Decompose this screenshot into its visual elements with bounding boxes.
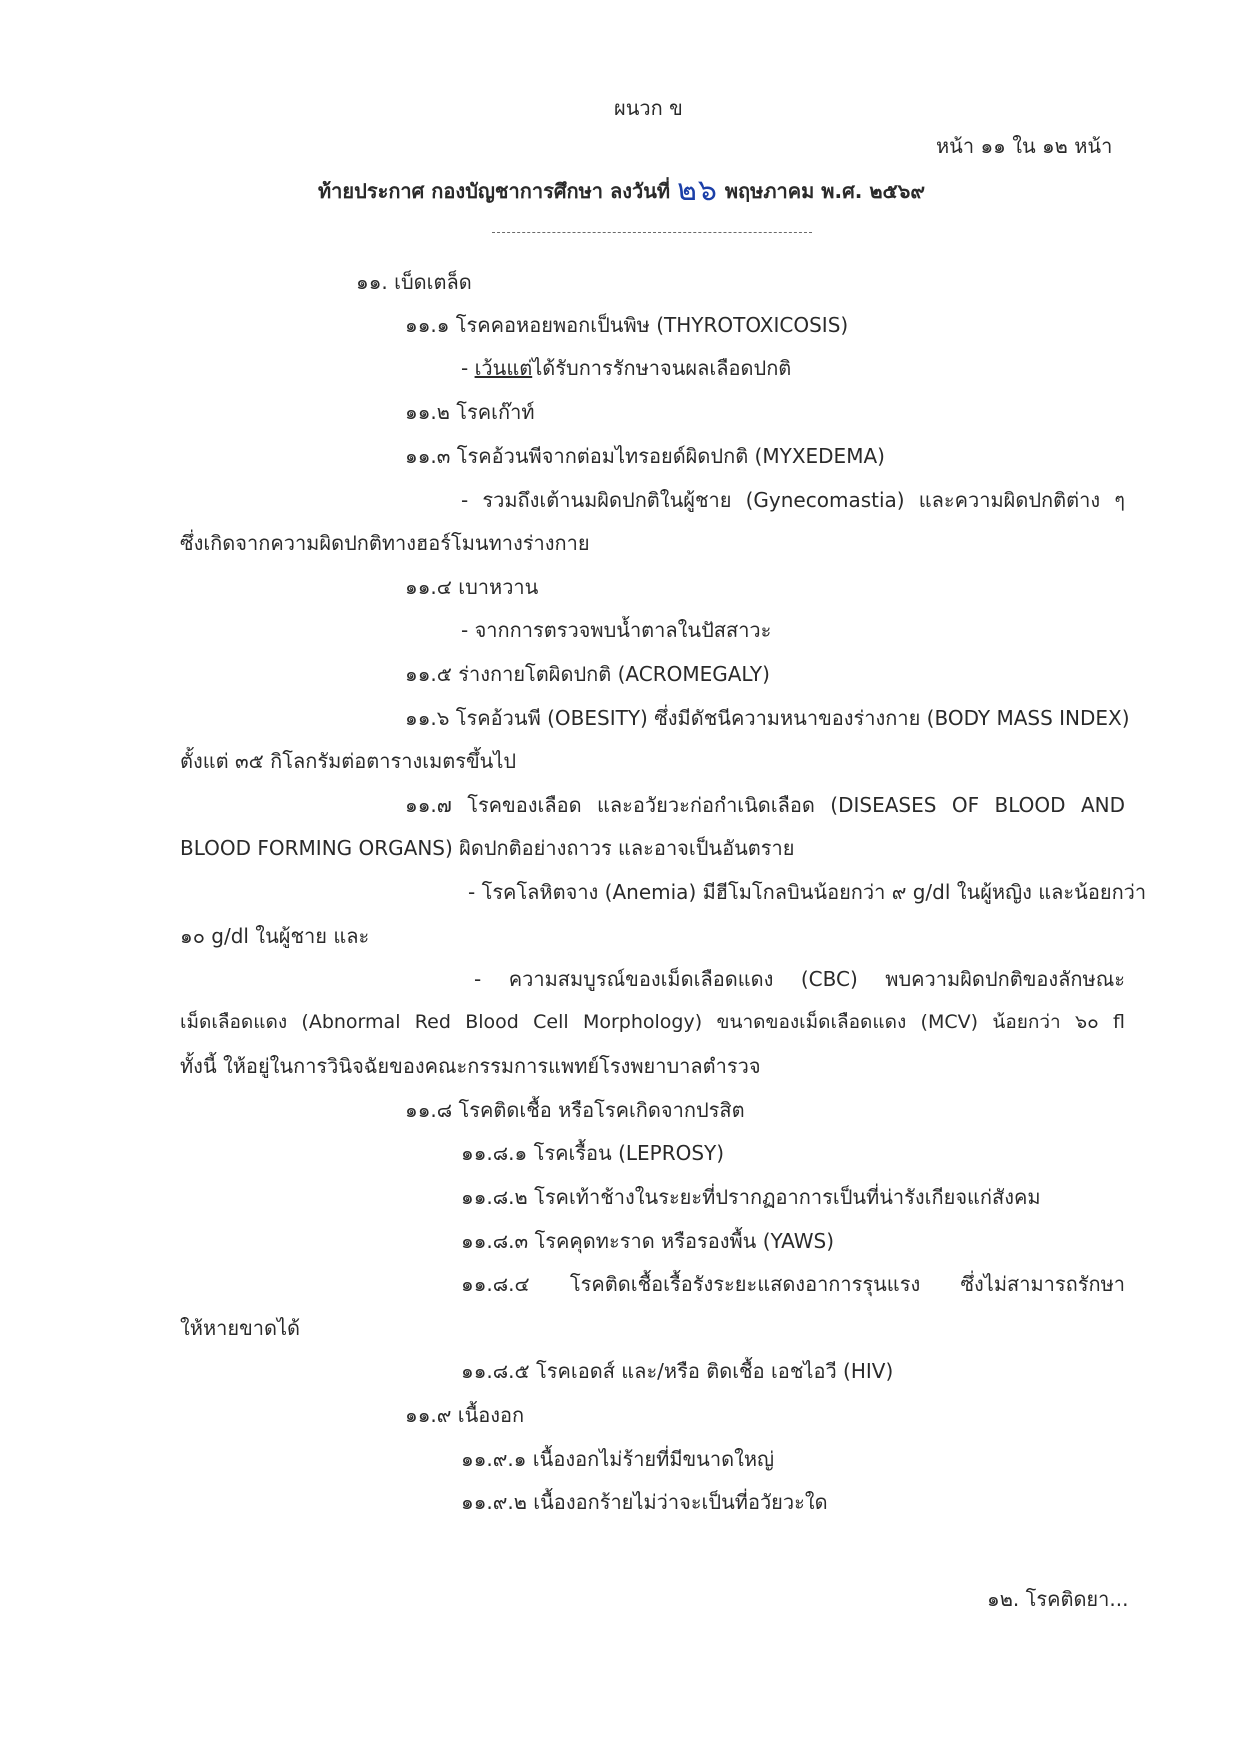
note-exception-underlined: เว้นแต่ xyxy=(474,356,533,380)
item-11-8-3: ๑๑.๘.๓ โรคคุดทะราด หรือรองพื้น (YAWS) xyxy=(461,1229,835,1253)
item-11-7-anemia-line2: ๑๐ g/dl ในผู้ชาย และ xyxy=(180,924,370,948)
item-11-8-5: ๑๑.๘.๕ โรคเอดส์ และ/หรือ ติดเชื้อ เอชไอวี (HIV) xyxy=(461,1359,894,1383)
annex-label: ผนวก ข xyxy=(614,96,683,120)
item-11-7-cbc-line1: - ความสมบูรณ์ของเม็ดเลือดแดง (CBC) พบความผิดปกติของลักษณะ xyxy=(474,967,1125,991)
item-11-6-line1: ๑๑.๖ โรคอ้วนพี (OBESITY) ซึ่งมีดัชนีความหนาของร่างกาย (BODY MASS INDEX) xyxy=(405,706,1130,730)
item-11-8-2: ๑๑.๘.๒ โรคเท้าช้างในระยะที่ปรากฏอาการเป็นที่น่ารังเกียจแก่สังคม xyxy=(461,1185,1041,1209)
item-11-7-anemia-line1: - โรคโลหิตจาง (Anemia) มีฮีโมโกลบินน้อยกว่า ๙ g/dl ในผู้หญิง และน้อยกว่า xyxy=(468,880,1147,904)
page-info: หน้า ๑๑ ใน ๑๒ หน้า xyxy=(936,134,1113,158)
note-rest: ได้รับการรักษาจนผลเลือดปกติ xyxy=(532,356,792,380)
item-11-7-cbc-line2: เม็ดเลือดแดง (Abnormal Red Blood Cell Morphology) ขนาดของเม็ดเลือดแดง (MCV) น้อยกว่า ๖๐ fl xyxy=(180,1011,1125,1033)
item-11-1: ๑๑.๑ โรคคอหอยพอกเป็นพิษ (THYROTOXICOSIS) xyxy=(405,313,849,337)
item-11-5: ๑๑.๕ ร่างกายโตผิดปกติ (ACROMEGALY) xyxy=(405,662,770,686)
item-11-1-note xyxy=(461,358,791,378)
document-title xyxy=(318,173,925,208)
section-heading: ๑๑. เบ็ดเตล็ด xyxy=(356,270,472,294)
item-11-8-1: ๑๑.๘.๑ โรคเรื้อน (LEPROSY) xyxy=(461,1141,725,1165)
item-11-9-2: ๑๑.๙.๒ เนื้องอกร้ายไม่ว่าจะเป็นที่อวัยวะใด xyxy=(461,1490,828,1514)
item-11-3: ๑๑.๓ โรคอ้วนพีจากต่อมไทรอยด์ผิดปกติ (MYXEDEMA) xyxy=(405,444,885,468)
item-11-8-4-line2: ให้หายขาดได้ xyxy=(180,1316,301,1340)
item-11-7-cbc-line3: ทั้งนี้ ให้อยู่ในการวินิจฉัยของคณะกรรมการแพทย์โรงพยาบาลตำรวจ xyxy=(180,1054,761,1078)
continuation-note: ๑๒. โรคติดยา... xyxy=(987,1587,1129,1611)
item-11-3-note-line2: ซึ่งเกิดจากความผิดปกติทางฮอร์โมนทางร่างกาย xyxy=(180,531,590,555)
item-11-7-line2: BLOOD FORMING ORGANS) ผิดปกติอย่างถาวร และอาจเป็นอันตราย xyxy=(180,836,795,860)
title-prefix: ท้ายประกาศ กองบัญชาการศึกษา ลงวันที่ xyxy=(318,179,671,203)
note-dash: - xyxy=(461,356,475,380)
item-11-4: ๑๑.๔ เบาหวาน xyxy=(405,575,539,599)
item-11-6-line2: ตั้งแต่ ๓๕ กิโลกรัมต่อตารางเมตรขึ้นไป xyxy=(180,749,517,773)
item-11-2: ๑๑.๒ โรคเก๊าท์ xyxy=(405,400,535,424)
item-11-8-4-line1: ๑๑.๘.๔ โรคติดเชื้อเรื้อรังระยะแสดงอาการรุนแรง ซึ่งไม่สามารถรักษา xyxy=(461,1272,1125,1296)
handwritten-day: ๒๖ xyxy=(677,173,718,208)
item-11-3-note-line1: - รวมถึงเต้านมผิดปกติในผู้ชาย (Gynecomastia) และความผิดปกติต่าง ๆ xyxy=(461,488,1125,512)
item-11-9: ๑๑.๙ เนื้องอก xyxy=(405,1403,525,1427)
header-divider xyxy=(492,232,812,233)
item-11-9-1: ๑๑.๙.๑ เนื้องอกไม่ร้ายที่มีขนาดใหญ่ xyxy=(461,1447,775,1471)
title-suffix: พฤษภาคม พ.ศ. ๒๕๖๙ xyxy=(724,179,925,203)
item-11-4-note: - จากการตรวจพบน้ำตาลในปัสสาวะ xyxy=(461,618,772,642)
item-11-8: ๑๑.๘ โรคติดเชื้อ หรือโรคเกิดจากปรสิต xyxy=(405,1098,745,1122)
item-11-7-line1: ๑๑.๗ โรคของเลือด และอวัยวะก่อกำเนิดเลือด (DISEASES OF BLOOD AND xyxy=(405,793,1125,817)
